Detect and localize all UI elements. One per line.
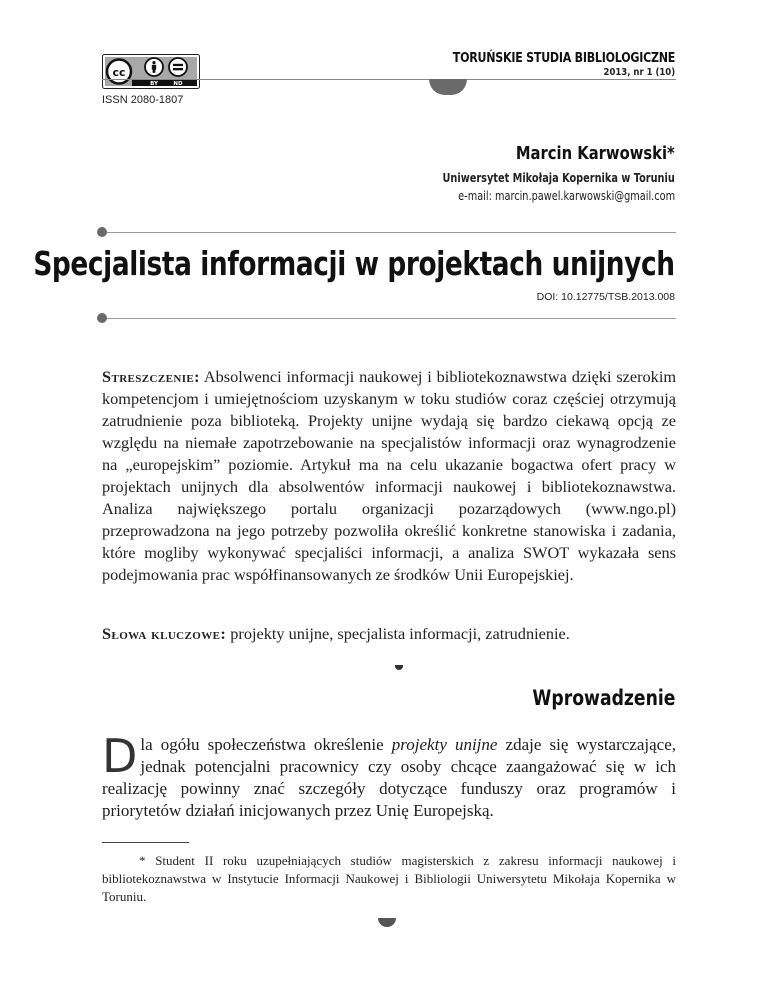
body-paragraph bbox=[102, 729, 677, 822]
doi[interactable]: DOI: 10.12775/TSB.2013.008 bbox=[536, 291, 675, 303]
author-affiliation: Uniwersytet Mikołaja Kopernika w Toruniu bbox=[442, 170, 675, 185]
author-email[interactable]: e-mail: marcin.pawel.karwowski@gmail.com bbox=[458, 188, 675, 203]
title-top-rule bbox=[102, 232, 676, 233]
header-rule bbox=[102, 79, 676, 80]
header-tab-decoration bbox=[429, 79, 467, 95]
by-label: BY bbox=[150, 81, 158, 87]
section-divider-mark bbox=[395, 665, 403, 670]
license-badge[interactable] bbox=[102, 54, 200, 89]
keywords-label: Słowa kluczowe: bbox=[102, 624, 227, 643]
journal-header bbox=[404, 50, 675, 78]
abstract-label: Streszczenie: bbox=[102, 367, 200, 386]
footer-tab-decoration bbox=[378, 918, 396, 927]
keywords bbox=[102, 623, 676, 645]
abstract-text: Absolwenci informacji naukowej i bibliotekoznawstwa dzięki szerokim kompetencjom i umiejętnościom uzyskanym w toku studiów coraz częściej otrzymują zatrudnienie poza biblioteką. Projekty unijne wydają się bardzo ciekawą opcją ze względu na niemałe zapotrzebowanie na specjalistów informacji oraz wynagrodzenie na „europejskim” poziomie. Artykuł ma na celu ukazanie bogactwa ofert pracy w projektach unijnych dla absolwentów informacji naukowej i bibliotekoznawstwa. Analiza największego portalu organizacji pozarządowych (www.ngo.pl) przeprowadzona na jego potrzeby pozwoliła określić konkretne stanowiska i zadania, które mogliby wykonywać specjaliści informacji, a analiza SWOT wykazała sens podejmowania prac współfinansowanych ze środków Unii Europejskiej. bbox=[102, 367, 677, 584]
footnote: * Student II roku uzupełniających studiów magisterskich z zakresu informacji naukowej i bibliotekoznawstwa w Instytucie Informacji Naukowej i Bibliologii Uniwersytetu Mikołaja Kopernika w Toruniu. bbox=[102, 853, 676, 904]
journal-issue: 2013, nr 1 (10) bbox=[603, 67, 675, 78]
body-text-end: zdaje się wystarczające, jednak potencjalni pracownicy czy osoby chcące zaangażować się w ich realizację powinny znać szczegóły dotyczące funduszy oraz programów i priorytetów działań inicjowanych przez Unię Europejską. bbox=[102, 735, 677, 820]
keywords-text: projekty unijne, specjalista informacji, zatrudnienie. bbox=[230, 624, 570, 643]
journal-name: TORUŃSKIE STUDIA BIBLIOLOGICZNE bbox=[452, 50, 675, 66]
drop-cap: D bbox=[102, 729, 138, 783]
footnote-rule bbox=[102, 842, 189, 843]
rule-dot-icon bbox=[97, 227, 107, 237]
issn: ISSN 2080-1807 bbox=[102, 94, 184, 106]
abstract bbox=[102, 366, 676, 586]
equals-icon bbox=[169, 58, 187, 76]
cc-label: cc bbox=[112, 66, 126, 79]
person-icon bbox=[145, 58, 163, 76]
body-text-start: la ogółu społeczeństwa określenie bbox=[140, 735, 392, 754]
title-bottom-rule bbox=[102, 318, 676, 319]
nd-label: ND bbox=[173, 81, 183, 87]
rule-dot-icon bbox=[97, 313, 107, 323]
author-name: Marcin Karwowski* bbox=[516, 143, 675, 164]
section-heading: Wprowadzenie bbox=[531, 686, 675, 710]
article-title: Specjalista informacji w projektach unijnych bbox=[33, 244, 675, 283]
body-emphasis: projekty unijne bbox=[391, 735, 498, 754]
